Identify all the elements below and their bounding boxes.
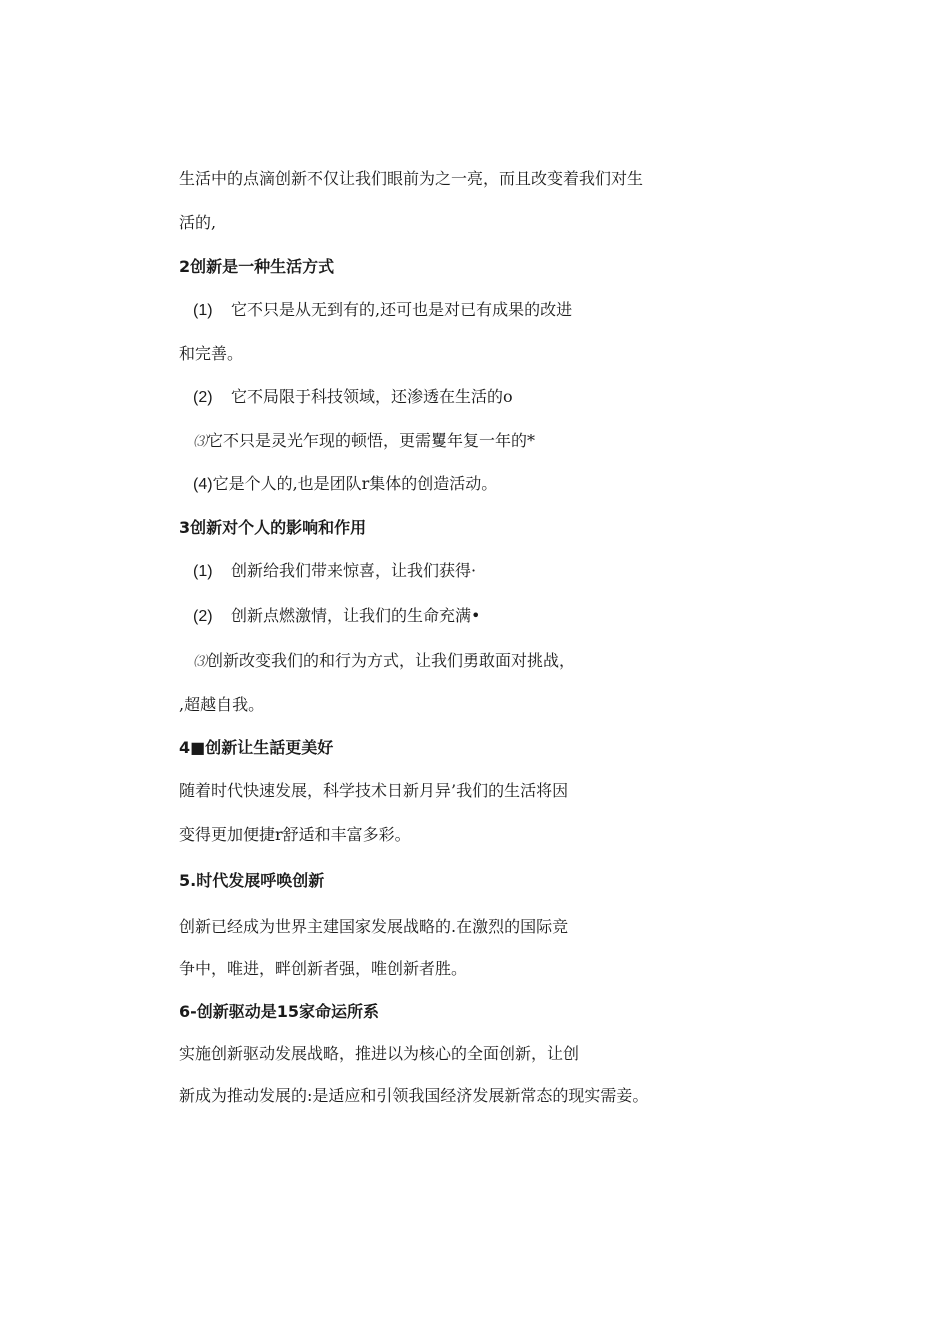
list-item [193, 560, 476, 583]
paragraph-line: 变得更加便捷r舒适和丰富多彩。 [179, 825, 411, 844]
list-number: ⑶ [193, 654, 207, 670]
list-text: 它是个人的,也是团队r集体的创造活动。 [212, 474, 498, 493]
list-text: 它不只是灵光乍现的顿悟，更需矍年复一年的* [207, 431, 536, 450]
paragraph-line: 生活中的点滴创新不仅让我们眼前为之一亮，而且改变着我们对生 [179, 169, 644, 188]
list-text: 创新改变我们的和行为方式，让我们勇敢面对挑战， [207, 651, 576, 670]
section-heading: 4■创新让生話更美好 [179, 738, 334, 757]
list-number: (1) [193, 302, 213, 319]
list-number: (1) [193, 563, 213, 580]
list-item [193, 386, 513, 409]
list-number: (2) [193, 608, 213, 625]
paragraph-line: 和完善。 [179, 344, 244, 363]
list-item [193, 299, 572, 322]
list-item [193, 650, 575, 673]
list-number: (2) [193, 389, 213, 406]
paragraph-line: 争中，唯进，畔创新者强，唯创新者胜。 [179, 959, 468, 978]
list-text: 它不只是从无到有的,还可也是对已有成果的改进 [231, 300, 573, 319]
paragraph-line: 实施创新驱动发展战略，推进以为核心的全面创新，让创 [179, 1044, 580, 1063]
list-text: 创新给我们带来惊喜，让我们获得· [231, 561, 477, 580]
list-item [193, 430, 535, 453]
list-text: 创新点燃激情，让我们的生命充满• [231, 606, 481, 625]
paragraph-line: ,超越自我。 [179, 695, 265, 714]
list-number: ⑶ [193, 434, 207, 450]
paragraph-line: 随着时代快速发展，科学技术日新月异’我们的生活将因 [179, 781, 569, 800]
list-item [193, 605, 480, 628]
section-heading: 3创新对个人的影响和作用 [179, 518, 367, 537]
paragraph-line: 新成为推动发展的:是适应和引领我国经济发展新常态的现实需妾。 [179, 1086, 649, 1105]
section-heading: 5.时代发展呼唤创新 [179, 871, 325, 890]
list-item [193, 473, 497, 496]
section-heading: 2创新是一种生活方式 [179, 257, 335, 276]
section-heading: 6-创新驱动是15家命运所系 [179, 1002, 380, 1021]
list-text: 它不局限于科技领域，还渗透在生活的o [231, 387, 513, 406]
list-number: (4) [193, 476, 213, 493]
paragraph-line: 创新已经成为世界主建国家发展战略的.在激烈的国际竞 [179, 917, 569, 936]
paragraph-line: 活的, [179, 213, 217, 232]
